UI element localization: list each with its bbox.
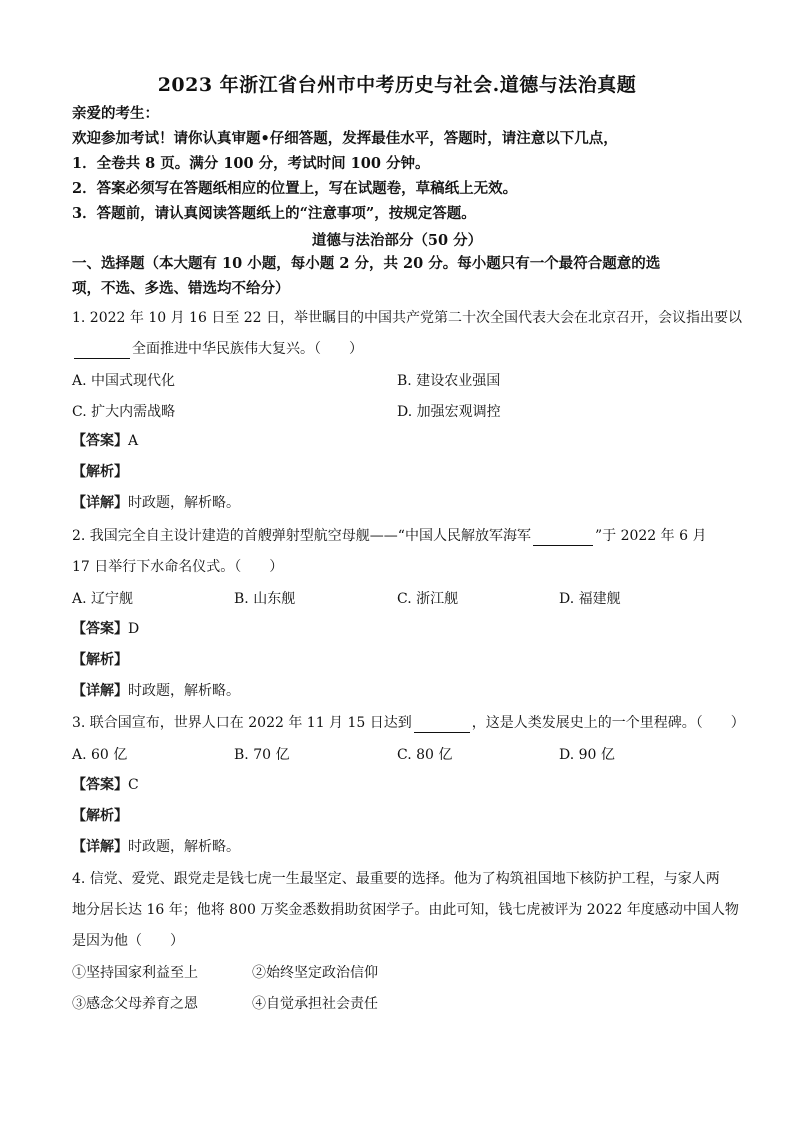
welcome-text: 欢迎参加考试！请你认真审题•仔细答题，发挥最佳水平，答题时，请注意以下几点， bbox=[72, 130, 618, 147]
answer-label: 【答案】 bbox=[72, 621, 128, 637]
q2-analysis bbox=[72, 650, 732, 670]
q4-choice-4: ④自觉承担社会责任 bbox=[252, 996, 378, 1012]
q4-stem-line3: 是因为他（ ） bbox=[72, 933, 184, 949]
q1-analysis bbox=[72, 462, 732, 482]
q2-answer-value: D bbox=[128, 621, 140, 637]
answer-label: 【答案】 bbox=[72, 433, 128, 449]
q1-answer bbox=[72, 431, 732, 451]
q1-detail-text: 时政题，解析略。 bbox=[128, 495, 240, 511]
q3-option-d: D. 90 亿 bbox=[559, 747, 615, 763]
q2-blank bbox=[533, 531, 593, 546]
q3-stem-line1 bbox=[72, 713, 745, 733]
q3-answer-value: C bbox=[128, 777, 139, 793]
q3-option-c: C. 80 亿 bbox=[397, 747, 453, 763]
q2-stem-line1 bbox=[72, 526, 732, 546]
q3-option-a: A. 60 亿 bbox=[72, 747, 128, 763]
q1-option-c: C. 扩大内需战略 bbox=[72, 404, 176, 420]
q1-stem-line1: 1. 2022 年 10 月 16 日至 22 日，举世瞩目的中国共产党第二十次全国代表大会在北京召开，会议指出要以 bbox=[72, 310, 743, 326]
q2-answer bbox=[72, 619, 732, 639]
q1-option-b: B. 建设农业强国 bbox=[397, 373, 501, 389]
q2-option-b: B. 山东舰 bbox=[234, 591, 296, 607]
q3-answer bbox=[72, 775, 732, 795]
q1-option-d: D. 加强宏观调控 bbox=[397, 404, 501, 420]
q3-blank bbox=[414, 718, 470, 733]
q4-stem-line2: 地分居长达 16 年；他将 800 万奖金悉数捐助贫困学子。由此可知，钱七虎被评为 2022 年度感动中国人物 bbox=[72, 902, 739, 918]
answer-label: 【答案】 bbox=[72, 777, 128, 793]
q2-option-c: C. 浙江舰 bbox=[397, 591, 459, 607]
greeting: 亲爱的考生： bbox=[72, 105, 159, 122]
q4-choice-3: ③感念父母养育之恩 bbox=[72, 996, 198, 1012]
analysis-label: 【解析】 bbox=[72, 808, 128, 824]
q1-stem-tail: 全面推进中华民族伟大复兴。（ ） bbox=[132, 341, 363, 357]
q2-option-d: D. 福建舰 bbox=[559, 591, 621, 607]
q3-analysis bbox=[72, 806, 732, 826]
detail-label: 【详解】 bbox=[72, 683, 128, 699]
detail-label: 【详解】 bbox=[72, 495, 128, 511]
q1-blank bbox=[74, 344, 130, 359]
part-heading-line1: 一、选择题（本大题有 10 小题，每小题 2 分，共 20 分。每小题只有一个最符合题意的选 bbox=[72, 255, 661, 272]
part-heading-line2: 项，不选、多选、错选均不给分） bbox=[72, 280, 290, 297]
note-2: 2．答案必须写在答题纸相应的位置上，写在试题卷，草稿纸上无效。 bbox=[72, 180, 518, 197]
q1-stem-line2 bbox=[72, 339, 732, 359]
q3-detail-text: 时政题，解析略。 bbox=[128, 839, 240, 855]
q4-choice-2: ②始终坚定政治信仰 bbox=[252, 965, 378, 981]
q2-detail bbox=[72, 681, 732, 701]
page-title: 2023 年浙江省台州市中考历史与社会.道德与法治真题 bbox=[157, 74, 637, 96]
section-title: 道德与法治部分（50 分） bbox=[311, 232, 483, 249]
q1-answer-value: A bbox=[128, 433, 139, 449]
q2-option-a: A. 辽宁舰 bbox=[72, 591, 134, 607]
note-3: 3．答题前，请认真阅读答题纸上的“注意事项”，按规定答题。 bbox=[72, 205, 476, 222]
q4-stem-line1: 4. 信党、爱党、跟党走是钱七虎一生最坚定、最重要的选择。他为了构筑祖国地下核防护工程，与家人两 bbox=[72, 871, 720, 887]
q2-stem-head: 2. 我国完全自主设计建造的首艘弹射型航空母舰——“中国人民解放军海军 bbox=[72, 528, 531, 544]
q3-option-b: B. 70 亿 bbox=[234, 747, 290, 763]
q3-stem-tail: ，这是人类发展史上的一个里程碑。（ ） bbox=[471, 715, 745, 731]
q4-choice-1: ①坚持国家利益至上 bbox=[72, 965, 198, 981]
q2-stem-mid: ”于 2022 年 6 月 bbox=[594, 528, 707, 544]
q3-detail bbox=[72, 837, 732, 857]
detail-label: 【详解】 bbox=[72, 839, 128, 855]
q1-option-a: A. 中国式现代化 bbox=[72, 373, 176, 389]
analysis-label: 【解析】 bbox=[72, 464, 128, 480]
q2-detail-text: 时政题，解析略。 bbox=[128, 683, 240, 699]
analysis-label: 【解析】 bbox=[72, 652, 128, 668]
q1-detail bbox=[72, 493, 732, 513]
note-1: 1．全卷共 8 页。满分 100 分，考试时间 100 分钟。 bbox=[72, 155, 430, 172]
q3-stem-head: 3. 联合国宣布，世界人口在 2022 年 11 月 15 日达到 bbox=[72, 715, 412, 731]
q2-stem-line2: 17 日举行下水命名仪式。（ ） bbox=[72, 559, 284, 575]
